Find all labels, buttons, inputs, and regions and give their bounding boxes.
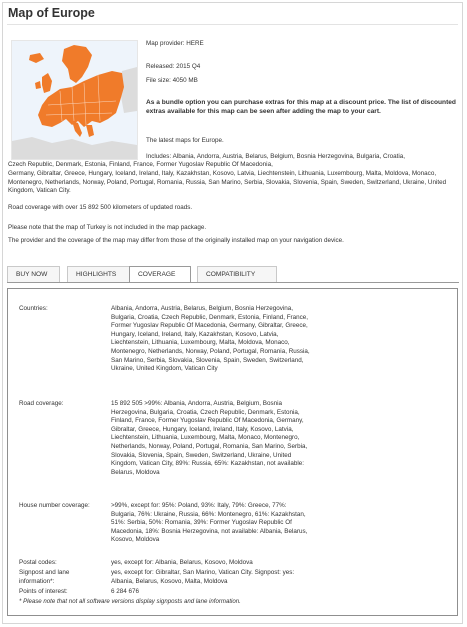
poi-value: 6 284 676 xyxy=(111,588,140,595)
house-number-label: House number coverage: xyxy=(19,502,90,509)
coverage-panel xyxy=(7,288,458,616)
road-coverage-summary: Road coverage with over 15 892 500 kilometers of updated roads. xyxy=(8,204,193,211)
bundle-offer-note: As a bundle option you can purchase extras for this map at a discount price. The list of discounted extras available for this map can be seen after adding the map to your cart. xyxy=(146,99,456,115)
tab-coverage[interactable]: COVERAGE xyxy=(129,266,191,283)
release-date: Released: 2015 Q4 xyxy=(146,63,201,70)
countries-value: Albania, Andorra, Austria, Belarus, Belgium, Bosnia Herzegovina, Bulgaria, Croatia, Czech Republic, Denmark, Estonia, Finland, France, Former Yugoslav Republic Of Macedonia, Germany, Gibraltar, Greece, Hungary, Iceland, Ireland, Italy, Kazakhstan, Kosovo, Latvia, Liechtenstein, Lithuania, Luxembourg, Malta, Moldova, Monaco, Montenegro, Netherlands, Norway, Poland, Portugal, Romania, Russia, San Marino, Serbia, Slovakia, Slovenia, Spain, Sweden, Switzerland, Ukraine, United Kingdom, Vatican City xyxy=(111,305,310,373)
tab-compatibility[interactable]: COMPATIBILITY xyxy=(197,266,277,282)
includes-text-line2: Czech Republic, Denmark, Estonia, Finland, France, Former Yugoslav Republic Of Macedonia, xyxy=(8,161,273,168)
includes-text-rest: Germany, Gibraltar, Greece, Hungary, Iceland, Ireland, Italy, Kazakhstan, Kosovo, Latvia, Liechtenstein, Lithuania, Luxembourg, Malta, Moldova, Monaco, Montenegro, Netherlands, Norway, Poland, Portugal, Romania, Russia, San Marino, Serbia, Slovakia, Slovenia, Spain, Sweden, Switzerland, Ukraine, United Kingdom, Vatican City. xyxy=(8,170,447,195)
poi-label: Points of interest: xyxy=(19,588,68,595)
includes-text-line1: Includes: Albania, Andorra, Austria, Belarus, Belgium, Bosnia Herzegovina, Bulgaria, Croatia, xyxy=(146,153,406,160)
title-divider xyxy=(7,24,458,25)
europe-map-image xyxy=(11,40,138,160)
latest-maps-text: The latest maps for Europe. xyxy=(146,137,224,144)
signpost-label: Signpost and lane information*: xyxy=(19,569,70,585)
provider-note: The provider and the coverage of the map may differ from those of the originally installed map on your navigation device. xyxy=(8,237,344,244)
road-coverage-value: 15 892 505 >99%: Albania, Andorra, Austria, Belgium, Bosnia Herzegovina, Bulgaria, Croatia, Czech Republic, Denmark, Estonia, Finland, France, Former Yugoslav Republic Of Macedonia, Germany, Gibraltar, Greece, Hungary, Iceland, Ireland, Italy, Kosovo, Latvia, Liechtenstein, Lithuania, Luxembourg, Malta, Monaco, Montenegro, Netherlands, Norway, Poland, Portugal, Romania, San Marino, Serbia, Slovakia, Slovenia, Spain, Sweden, Switzerland, Ukraine, United Kingdom, Vatican City, 89%: Russia, 65%: Kazakhstan, not available: Belarus, Moldova xyxy=(111,400,308,476)
house-number-value: >99%, except for: 95%: Poland, 93%: Italy, 79%: Greece, 77%: Bulgaria, 76%: Ukraine, Russia, 66%: Montenegro, 61%: Kazakhstan, 51%: Serbia, 50%: Romania, 39%: Former Yugoslav Republic Of Macedonia, 18%: Bosnia Herzegovina, not available: Albania, Belarus, Kosovo, Moldova xyxy=(111,502,308,544)
map-provider: Map provider: HERE xyxy=(146,40,204,47)
page-title: Map of Europe xyxy=(8,6,95,20)
signpost-value: yes, except for: Gibraltar, San Marino, Vatican City. Signpost: yes: Albania, Belarus, Kosovo, Malta, Moldova xyxy=(111,569,295,585)
tab-underline xyxy=(7,282,459,283)
product-tabs xyxy=(7,266,459,282)
file-size: File size: 4050 MB xyxy=(146,77,198,84)
signpost-footnote: * Please note that not all software versions display signposts and lane information. xyxy=(19,598,241,605)
tab-buy-now[interactable]: BUY NOW xyxy=(7,266,60,282)
tab-highlights[interactable]: HIGHLIGHTS xyxy=(67,266,130,282)
postal-codes-value: yes, except for: Albania, Belarus, Kosovo, Moldova xyxy=(111,559,253,566)
countries-label: Countries: xyxy=(19,305,48,312)
road-coverage-label: Road coverage: xyxy=(19,400,64,407)
postal-codes-label: Postal codes: xyxy=(19,559,57,566)
turkey-note: Please note that the map of Turkey is not included in the map package. xyxy=(8,224,207,231)
